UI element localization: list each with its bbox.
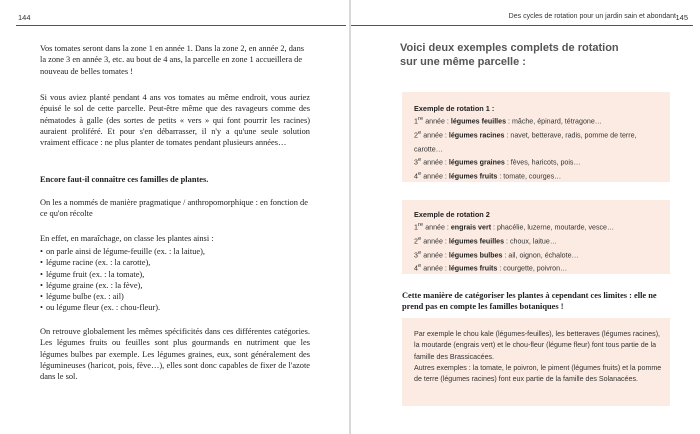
rotation-example-1-box xyxy=(402,92,670,182)
vegetable-category-list xyxy=(40,246,310,314)
rotation-row: carotte… xyxy=(414,144,443,153)
page-number-left: 144 xyxy=(18,13,31,22)
rotation-example-1-rows xyxy=(414,114,662,182)
page-number-right: 145 xyxy=(675,13,688,22)
rotation-row: 2e année : légumes racines : navet, betterave, radis, pomme de terre, xyxy=(414,129,637,140)
right-page xyxy=(351,0,700,434)
rotation-row: 4e année : légumes fruits : courgette, poivron… xyxy=(414,263,568,273)
running-header: Des cycles de rotation pour un jardin sain et abondant xyxy=(508,13,676,20)
limits-statement: Cette manière de catégoriser les plantes à cependant ces limites : elle ne prend pas en compte les familles botaniques ! xyxy=(402,291,657,312)
paragraph-classification: En effet, en maraîchage, on classe les plantes ainsi : xyxy=(40,234,214,243)
rotation-example-2-rows xyxy=(414,220,662,275)
section-title-line-1: Voici deux exemples complets de rotation xyxy=(400,42,619,54)
section-title xyxy=(400,42,660,69)
rotation-example-1-title: Exemple de rotation 1 : xyxy=(414,104,495,113)
left-page xyxy=(0,0,349,434)
rotation-example-2-box xyxy=(402,200,670,274)
list-item: • légume bulbe (ex. : ail) xyxy=(40,291,310,302)
header-rule-right xyxy=(351,25,693,26)
section-title-line-2: sur une même parcelle : xyxy=(400,55,526,68)
botanical-families-box xyxy=(402,318,670,406)
rotation-row: 1re année : légumes feuilles : mâche, épinard, tétragone… xyxy=(414,116,602,126)
rotation-row: 3e année : légumes graines : fèves, haricots, pois… xyxy=(414,157,581,167)
botanical-example-solanaceae: Autres exemples : la tomate, le poivron, le piment (légumes fruits) et la pomme de terre (légumes racines) font eux partie de la famille des Solanacées. xyxy=(414,363,662,384)
header-rule-left xyxy=(16,25,346,26)
rotation-example-2-title: Exemple de rotation 2 xyxy=(414,210,490,219)
rotation-row: 1re année : engrais vert : phacélie, luzerne, moutarde, vesce… xyxy=(414,222,615,232)
rotation-row: 2e année : légumes feuilles : choux, laitue… xyxy=(414,235,557,246)
paragraph-specificities: On retrouve globalement les mêmes spécificités dans ces différentes catégories. Les légumes fruits ou feuilles sont plus gourmands en nutriment que les légumes bulbes par exemple. Les légumes graines, eux, sont généralement des légumineuses (haricot, pois, fève…), elles sont donc capables de fixer de l'azote dans le sol. xyxy=(40,327,310,382)
list-item: • on parle ainsi de légume-feuille (ex. : la laitue), xyxy=(40,246,310,257)
list-item: • légume graine (ex. : la fève), xyxy=(40,280,310,291)
list-item: • légume racine (ex. : la carotte), xyxy=(40,257,310,268)
paragraph-naming: On les a nommés de manière pragmatique / anthropomorphique : en fonction de ce qu'on récolte xyxy=(40,198,308,219)
botanical-example-brassicaceae: Par exemple le chou kale (légumes-feuilles), les betteraves (légumes racines), la moutarde (engrais vert) et le chou-fleur (légume fleur) font tous partie de la famille des Brassicacées. xyxy=(414,330,661,361)
list-item: • légume fruit (ex. : la tomate), xyxy=(40,269,310,280)
paragraph-families-heading: Encore faut-il connaître ces familles de plantes. xyxy=(40,175,209,184)
paragraph-zones: Vos tomates seront dans la zone 1 en année 1. Dans la zone 2, en année 2, dans la zone 3 en année 3, etc. au bout de 4 ans, la parcelle en zone 1 accueillera de nouveau de belles tomates ! xyxy=(40,44,305,76)
paragraph-exhaustion: Si vous aviez planté pendant 4 ans vos tomates au même endroit, vous auriez épuisé le sol de cette parcelle. Peut-être même que des ravageurs comme des nématodes à galle (des sortes de petits « vers » qui font pourrir les racines) auraient proliféré. Et pour s'en débarrasser, il n'y a qu'une seule solution vraiment efficace : ne plus planter de tomates pendant plusieurs années… xyxy=(40,93,310,148)
rotation-row: 3e année : légumes bulbes : ail, oignon, échalote… xyxy=(414,249,579,259)
rotation-row: 4e année : légumes fruits : tomate, courges… xyxy=(414,170,562,181)
list-item: • ou légume fleur (ex. : chou-fleur). xyxy=(40,302,310,313)
